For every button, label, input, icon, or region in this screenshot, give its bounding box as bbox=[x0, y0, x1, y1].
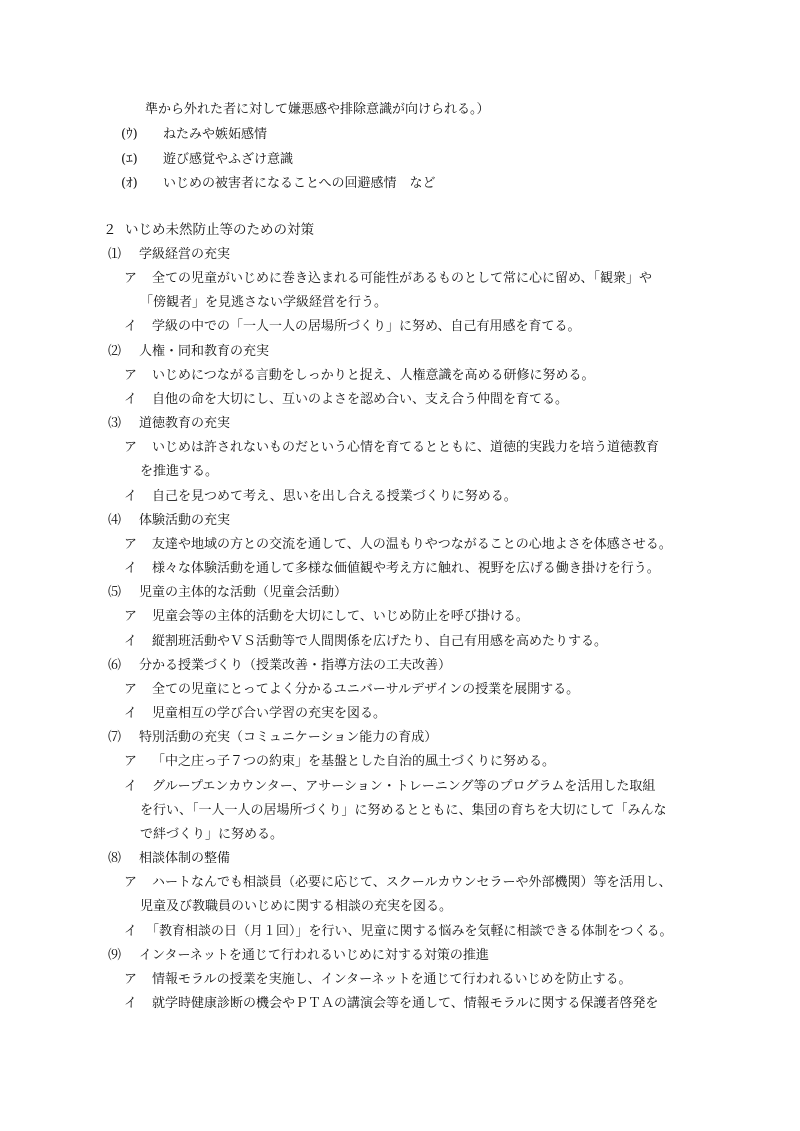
section-title: いじめ未然防止等のための対策 bbox=[125, 222, 314, 238]
item-text: いじめは許されないものだという心情を育てるとともに、道徳的実践力を培う道徳教育 bbox=[152, 440, 660, 455]
item-text: を行い、「一人一人の居場所づくり」に努めるとともに、集団の育ちを大切にして「みんな bbox=[140, 803, 667, 818]
subsection-marker: ⑸ bbox=[108, 585, 122, 600]
item-text: ハートなんでも相談員（必要に応じて、スクールカウンセラーや外部機関）等を活用し、 bbox=[152, 875, 672, 890]
item-text: グループエンカウンター、アサーション・トレーニング等のプログラムを活用した取組 bbox=[152, 779, 656, 794]
subsection-marker: ⑷ bbox=[108, 513, 122, 528]
subsection-title: インターネットを通じて行われるいじめに対する対策の推進 bbox=[139, 948, 489, 963]
item-marker: ア bbox=[124, 368, 138, 383]
intro-item-text: いじめの被害者になることへの回避感情 など bbox=[163, 176, 436, 191]
subsection-title: 分かる授業づくり（授業改善・指導方法の工夫改善） bbox=[139, 658, 452, 673]
item-marker: イ bbox=[124, 779, 138, 794]
item-marker: ア bbox=[124, 271, 138, 286]
subsection-marker: ⑺ bbox=[108, 730, 122, 745]
intro-item-text: 遊び感覚やふざけ意識 bbox=[163, 152, 294, 167]
subsection-title: 道徳教育の充実 bbox=[139, 416, 231, 431]
item-marker: ア bbox=[124, 537, 138, 552]
item-marker: ア bbox=[124, 972, 138, 987]
item-text: 児童会等の主体的活動を大切にして、いじめ防止を呼び掛ける。 bbox=[152, 609, 529, 624]
item-text: で絆づくり」に努める。 bbox=[140, 827, 284, 842]
item-text: 児童相互の学び合い学習の充実を図る。 bbox=[152, 706, 387, 721]
subsection-marker: ⑼ bbox=[108, 948, 122, 963]
subsection-marker: ⑵ bbox=[108, 344, 122, 359]
item-text: 縦割班活動やＶＳ活動等で人間関係を広げたり、自己有用感を高めたりする。 bbox=[152, 634, 608, 649]
section-number: ２ bbox=[103, 222, 117, 238]
item-text: 様々な体験活動を通して多様な価値観や考え方に触れ、視野を広げる働き掛けを行う。 bbox=[152, 561, 660, 576]
item-text: いじめにつながる言動をしっかりと捉え、人権意識を高める研修に努める。 bbox=[152, 368, 595, 383]
item-text: 全ての児童がいじめに巻き込まれる可能性があるものとして常に心に留め、「観衆」や bbox=[152, 271, 652, 286]
item-marker: イ bbox=[124, 561, 138, 576]
intro-item-marker: (ｵ) bbox=[121, 176, 138, 191]
subsection-title: 体験活動の充実 bbox=[139, 513, 231, 528]
item-text: 友達や地域の方との交流を通して、人の温もりやつながることの心地よさを体感させる。 bbox=[152, 537, 672, 552]
item-marker: イ bbox=[124, 319, 138, 334]
item-marker: イ bbox=[124, 489, 138, 504]
subsection-title: 学級経営の充実 bbox=[139, 247, 231, 262]
item-text: 児童及び教職員のいじめに関する相談の充実を図る。 bbox=[140, 899, 453, 914]
item-marker: ア bbox=[124, 440, 138, 455]
item-text: 情報モラルの授業を実施し、インターネットを通じて行われるいじめを防止する。 bbox=[152, 972, 632, 987]
subsection-title: 特別活動の充実（コミュニケーション能力の育成） bbox=[139, 730, 438, 745]
item-text: を推進する。 bbox=[140, 464, 219, 479]
intro-continuation: 準から外れた者に対して嫌悪感や排除意識が向けられる。） bbox=[145, 102, 490, 117]
item-marker: イ bbox=[124, 996, 138, 1011]
item-marker: ア bbox=[124, 875, 138, 890]
item-text: 自己を見つめて考え、思いを出し合える授業づくりに努める。 bbox=[152, 489, 517, 504]
item-text: 自他の命を大切にし、互いのよさを認め合い、支え合う仲間を育てる。 bbox=[152, 392, 569, 407]
item-text: 「教育相談の日（月１回）」を行い、児童に関する悩みを気軽に相談できる体制をつくる。 bbox=[146, 924, 673, 939]
item-text: 全ての児童にとってよく分かるユニバーサルデザインの授業を展開する。 bbox=[152, 682, 580, 697]
subsection-title: 児童の主体的な活動（児童会活動） bbox=[139, 585, 348, 600]
subsection-marker: ⑻ bbox=[108, 851, 122, 866]
item-text: 「中之庄っ子７つの約束」を基盤とした自治的風土づくりに努める。 bbox=[152, 754, 556, 769]
subsection-title: 人権・同和教育の充実 bbox=[139, 344, 270, 359]
item-text: 「傍観者」を見逃さない学級経営を行う。 bbox=[140, 295, 388, 310]
intro-item-marker: (ｴ) bbox=[121, 152, 138, 167]
subsection-title: 相談体制の整備 bbox=[139, 851, 231, 866]
item-marker: ア bbox=[124, 682, 138, 697]
item-marker: ア bbox=[124, 609, 138, 624]
subsection-marker: ⑶ bbox=[108, 416, 122, 431]
item-text: 就学時健康診断の機会やＰＴＡの講演会等を通して、情報モラルに関する保護者啓発を bbox=[152, 996, 659, 1011]
item-marker: イ bbox=[124, 706, 138, 721]
item-text: 学級の中での「一人一人の居場所づくり」に努め、自己有用感を育てる。 bbox=[152, 319, 581, 334]
subsection-marker: ⑹ bbox=[108, 658, 122, 673]
intro-item-text: ねたみや嫉妬感情 bbox=[163, 127, 268, 142]
subsection-marker: ⑴ bbox=[108, 247, 122, 262]
item-marker: イ bbox=[124, 392, 138, 407]
intro-item-marker: (ｳ) bbox=[121, 127, 138, 142]
item-marker: ア bbox=[124, 754, 138, 769]
item-marker: イ bbox=[124, 924, 138, 939]
item-marker: イ bbox=[124, 634, 138, 649]
